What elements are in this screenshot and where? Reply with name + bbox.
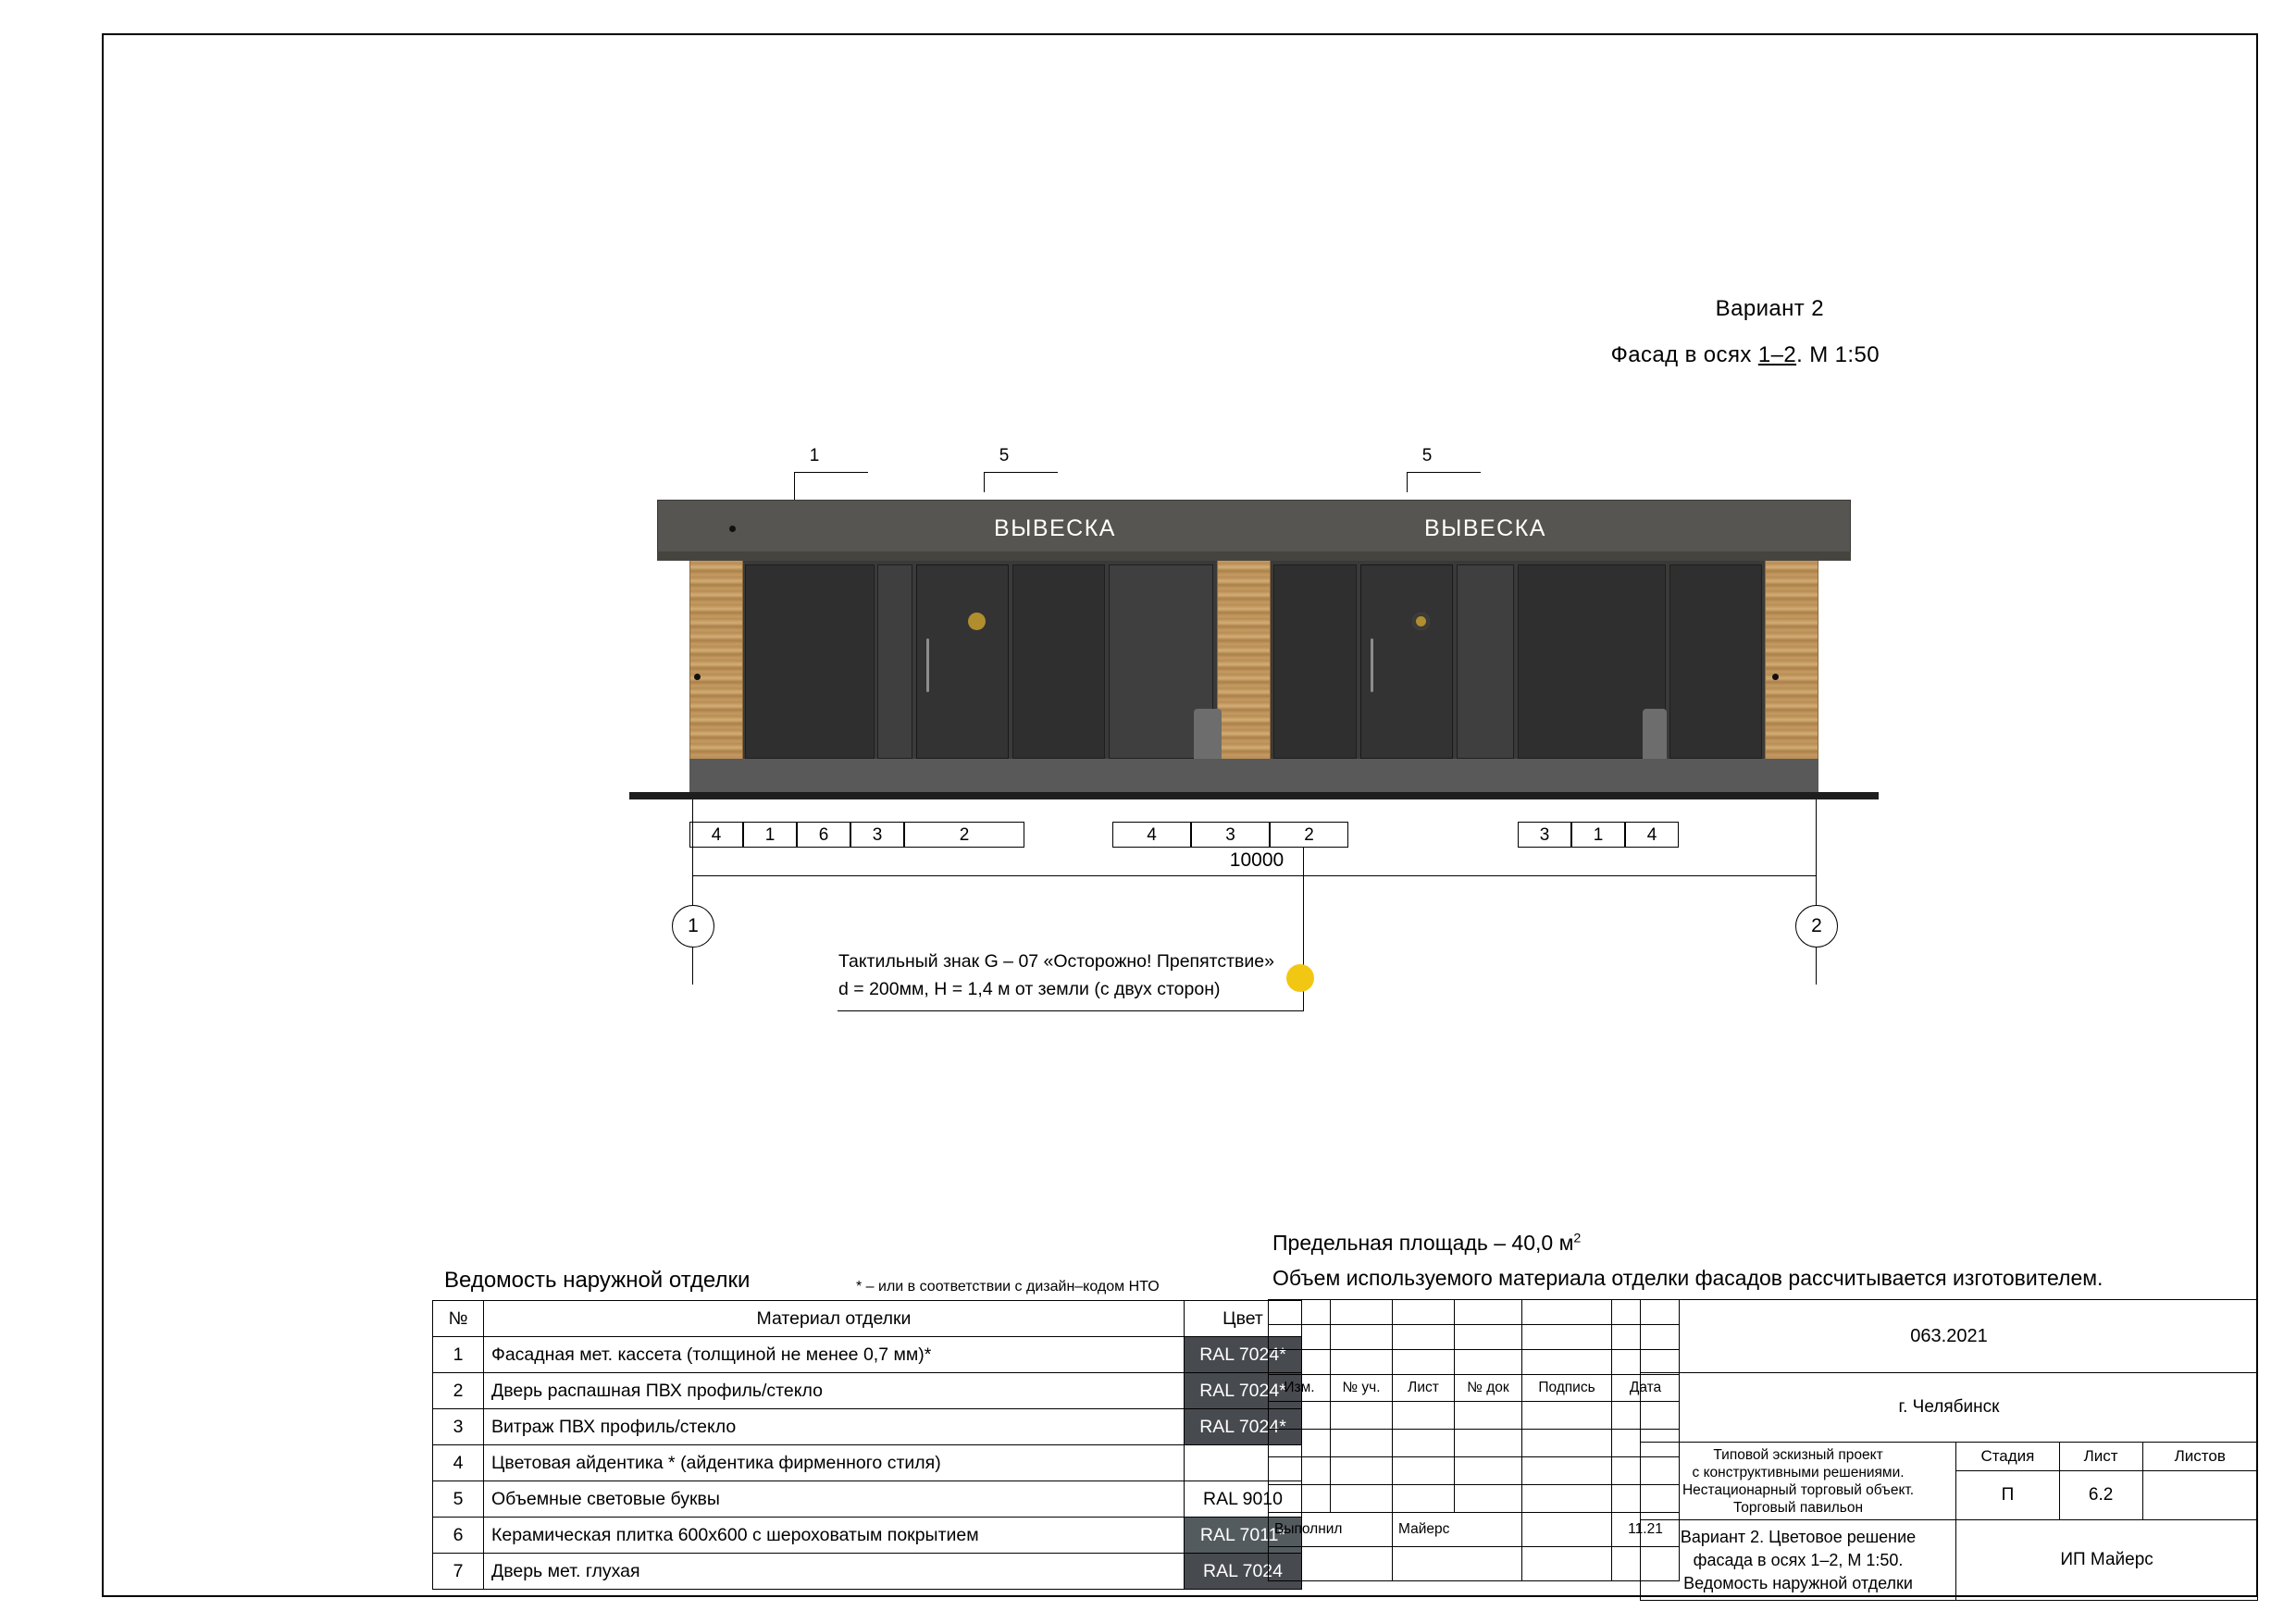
tactile-note-line-1: Тактильный знак G – 07 «Осторожно! Препятствие»	[838, 951, 1274, 972]
revision-author-row	[1269, 1513, 1680, 1547]
title-block	[1268, 1299, 2258, 1595]
row-color: RAL 7024*	[1185, 1337, 1302, 1373]
revision-row	[1269, 1457, 1680, 1485]
facade-prefix: Фасад в осях	[1610, 342, 1758, 367]
rev-header-izm: Изм.	[1269, 1375, 1331, 1402]
header-color: Цвет	[1185, 1301, 1302, 1337]
leader-tick-2	[984, 472, 985, 492]
bottom-tag: 2	[1270, 822, 1348, 848]
bottom-tag: 3	[850, 822, 904, 848]
revision-header-row	[1269, 1375, 1680, 1402]
point-marker	[694, 674, 701, 680]
rev-header-list: Лист	[1393, 1375, 1455, 1402]
area-note-sup: 2	[1573, 1231, 1582, 1246]
glazing-panel	[1273, 564, 1357, 759]
revision-row	[1269, 1350, 1680, 1375]
table-row	[433, 1373, 1302, 1409]
revision-row	[1269, 1547, 1680, 1581]
sheet-title-line-3: Ведомость наружной отделки	[1683, 1573, 1913, 1592]
leader-line-top-2	[984, 472, 1058, 473]
bottom-tag: 1	[743, 822, 797, 848]
point-marker	[1772, 674, 1779, 680]
signage-text-left: ВЫВЕСКА	[994, 515, 1116, 541]
finishing-schedule-table	[432, 1300, 1302, 1590]
door-handle	[926, 638, 929, 692]
revision-row	[1269, 1485, 1680, 1513]
facade-axes-title	[1232, 342, 1880, 368]
tactile-note	[838, 948, 1274, 1003]
glazing-panel	[877, 564, 912, 759]
tactile-sign-dot	[1412, 613, 1430, 630]
table-row	[433, 1337, 1302, 1373]
point-marker	[729, 526, 736, 532]
tactile-note-line-2: d = 200мм, Н = 1,4 м от земли (с двух сторон)	[838, 979, 1221, 999]
entrance-door-left	[916, 564, 1009, 759]
row-num: 7	[433, 1554, 484, 1590]
volume-note: Объем используемого материала отделки фасадов рассчитывается изготовителем.	[1272, 1266, 2104, 1290]
axis-bubble-left: 1	[672, 905, 714, 948]
rev-header-date: Дата	[1612, 1375, 1680, 1402]
dim-extension-left	[692, 799, 693, 985]
bottom-tag: 2	[904, 822, 1024, 848]
table-row	[433, 1481, 1302, 1518]
object-line-1: Типовой эскизный проект	[1713, 1446, 1883, 1463]
rev-header-uch: № уч.	[1331, 1375, 1393, 1402]
table-header-row	[433, 1301, 1302, 1337]
row-num: 4	[433, 1445, 484, 1481]
overall-dimension-line	[692, 875, 1816, 876]
project-code-row	[1641, 1300, 2258, 1373]
glazing-panel	[1457, 564, 1514, 759]
leader-line-top-1	[1407, 472, 1481, 473]
bottom-tag: 3	[1191, 822, 1270, 848]
glazing-panel	[1669, 564, 1762, 759]
row-material: Керамическая плитка 600х600 с шероховатым покрытием	[484, 1518, 1185, 1554]
rev-header-sign: Подпись	[1522, 1375, 1612, 1402]
bottom-tag: 3	[1518, 822, 1571, 848]
facade-axes: 1–2	[1757, 342, 1797, 367]
parapet-shadow	[657, 551, 1851, 561]
rev-date: 11.21	[1612, 1513, 1680, 1547]
entrance-door-right	[1360, 564, 1453, 759]
row-color: RAL 7024*	[1185, 1409, 1302, 1445]
rev-role: Выполнил	[1269, 1513, 1393, 1547]
object-line-4: Торговый павильон	[1733, 1499, 1864, 1516]
header-num: №	[433, 1301, 484, 1337]
row-material: Объемные световые буквы	[484, 1481, 1185, 1518]
project-code: 063.2021	[1641, 1300, 2258, 1373]
bollard	[1194, 709, 1222, 761]
sheet-title	[1641, 1520, 1956, 1601]
schedule-note: * – или в соответствии с дизайн–кодом НТО	[856, 1279, 1160, 1295]
revision-row	[1269, 1430, 1680, 1457]
sheet-title-line-1: Вариант 2. Цветовое решение	[1680, 1527, 1917, 1546]
row-material: Дверь распашная ПВХ профиль/стекло	[484, 1373, 1185, 1409]
schedule-title: Ведомость наружной отделки	[444, 1268, 751, 1293]
row-num: 3	[433, 1409, 484, 1445]
door-handle	[1371, 638, 1373, 692]
bottom-tag: 4	[1112, 822, 1191, 848]
table-row	[433, 1409, 1302, 1445]
col-header-sheets: Листов	[2142, 1443, 2258, 1471]
title-block-right	[1640, 1299, 2258, 1601]
object-line-3: Нестационарный торговый объект.	[1682, 1481, 1915, 1498]
row-material: Витраж ПВХ профиль/стекло	[484, 1409, 1185, 1445]
row-num: 2	[433, 1373, 484, 1409]
sheet-title-row	[1641, 1520, 2258, 1601]
leader-tick-1	[1407, 472, 1408, 492]
table-row	[433, 1445, 1302, 1481]
city-row	[1641, 1373, 2258, 1443]
parapet-band	[657, 500, 1851, 558]
bottom-tag: 1	[1571, 822, 1625, 848]
signage-text-right: ВЫВЕСКА	[1424, 515, 1546, 541]
row-color: RAL 7024	[1185, 1554, 1302, 1590]
plinth-band	[689, 759, 1818, 792]
row-material: Дверь мет. глухая	[484, 1554, 1185, 1590]
row-color: RAL 7024*	[1185, 1373, 1302, 1409]
object-description	[1641, 1443, 1956, 1520]
wood-cladding-middle	[1217, 561, 1271, 792]
revision-table	[1268, 1299, 1680, 1581]
table-row	[433, 1554, 1302, 1590]
facade-elevation	[639, 446, 1869, 999]
row-num: 5	[433, 1481, 484, 1518]
rev-signature	[1522, 1513, 1612, 1547]
col-header-stage: Стадия	[1956, 1443, 2060, 1471]
tactile-sign-dot	[968, 613, 986, 630]
table-row	[433, 1518, 1302, 1554]
value-sheets	[2142, 1471, 2258, 1520]
row-num: 1	[433, 1337, 484, 1373]
row-color: RAL 9010	[1185, 1481, 1302, 1518]
ground-line	[629, 792, 1879, 799]
bottom-tag: 4	[1625, 822, 1679, 848]
axis-bubble-right: 2	[1795, 905, 1838, 948]
revision-row	[1269, 1402, 1680, 1430]
value-stage: П	[1956, 1471, 2060, 1520]
note-underline	[838, 1010, 1304, 1011]
revision-row	[1269, 1325, 1680, 1350]
row-num: 6	[433, 1518, 484, 1554]
header-material: Материал отделки	[484, 1301, 1185, 1337]
object-line-2: с конструктивными решениями.	[1692, 1464, 1905, 1481]
rev-header-doc: № док	[1455, 1375, 1522, 1402]
glazing-panel	[745, 564, 875, 759]
glazing-panel	[1012, 564, 1105, 759]
value-sheet: 6.2	[2059, 1471, 2142, 1520]
tactile-sign-sample	[1286, 964, 1314, 992]
facade-scale: . М 1:50	[1796, 342, 1880, 367]
row-color: RAL 7011*	[1185, 1518, 1302, 1554]
city: г. Челябинск	[1641, 1373, 2258, 1443]
bottom-tag: 4	[689, 822, 743, 848]
area-note	[1272, 1231, 1581, 1256]
sheet-title-line-2: фасада в осях 1–2, М 1:50.	[1693, 1550, 1904, 1569]
overall-dimension-value: 10000	[1229, 849, 1285, 871]
top-tag-1: 1	[809, 446, 820, 465]
rev-name: Майерс	[1393, 1513, 1522, 1547]
area-note-text: Предельная площадь – 40,0 м	[1272, 1231, 1574, 1255]
row-material: Фасадная мет. кассета (толщиной не менее 0,7 мм)*	[484, 1337, 1185, 1373]
row-material: Цветовая айдентика * (айдентика фирменного стиля)	[484, 1445, 1185, 1481]
company-name: ИП Майерс	[1956, 1520, 2258, 1601]
top-tag-5b: 5	[1421, 446, 1433, 465]
variant-label: Вариант 2	[1715, 296, 1824, 321]
bottom-tag: 6	[797, 822, 850, 848]
object-row	[1641, 1443, 2258, 1471]
revision-row	[1269, 1300, 1680, 1325]
top-tag-5a: 5	[999, 446, 1010, 465]
bollard	[1643, 709, 1667, 761]
dim-extension-right	[1816, 799, 1817, 985]
leader-line-top-3	[794, 472, 868, 473]
col-header-sheet: Лист	[2059, 1443, 2142, 1471]
